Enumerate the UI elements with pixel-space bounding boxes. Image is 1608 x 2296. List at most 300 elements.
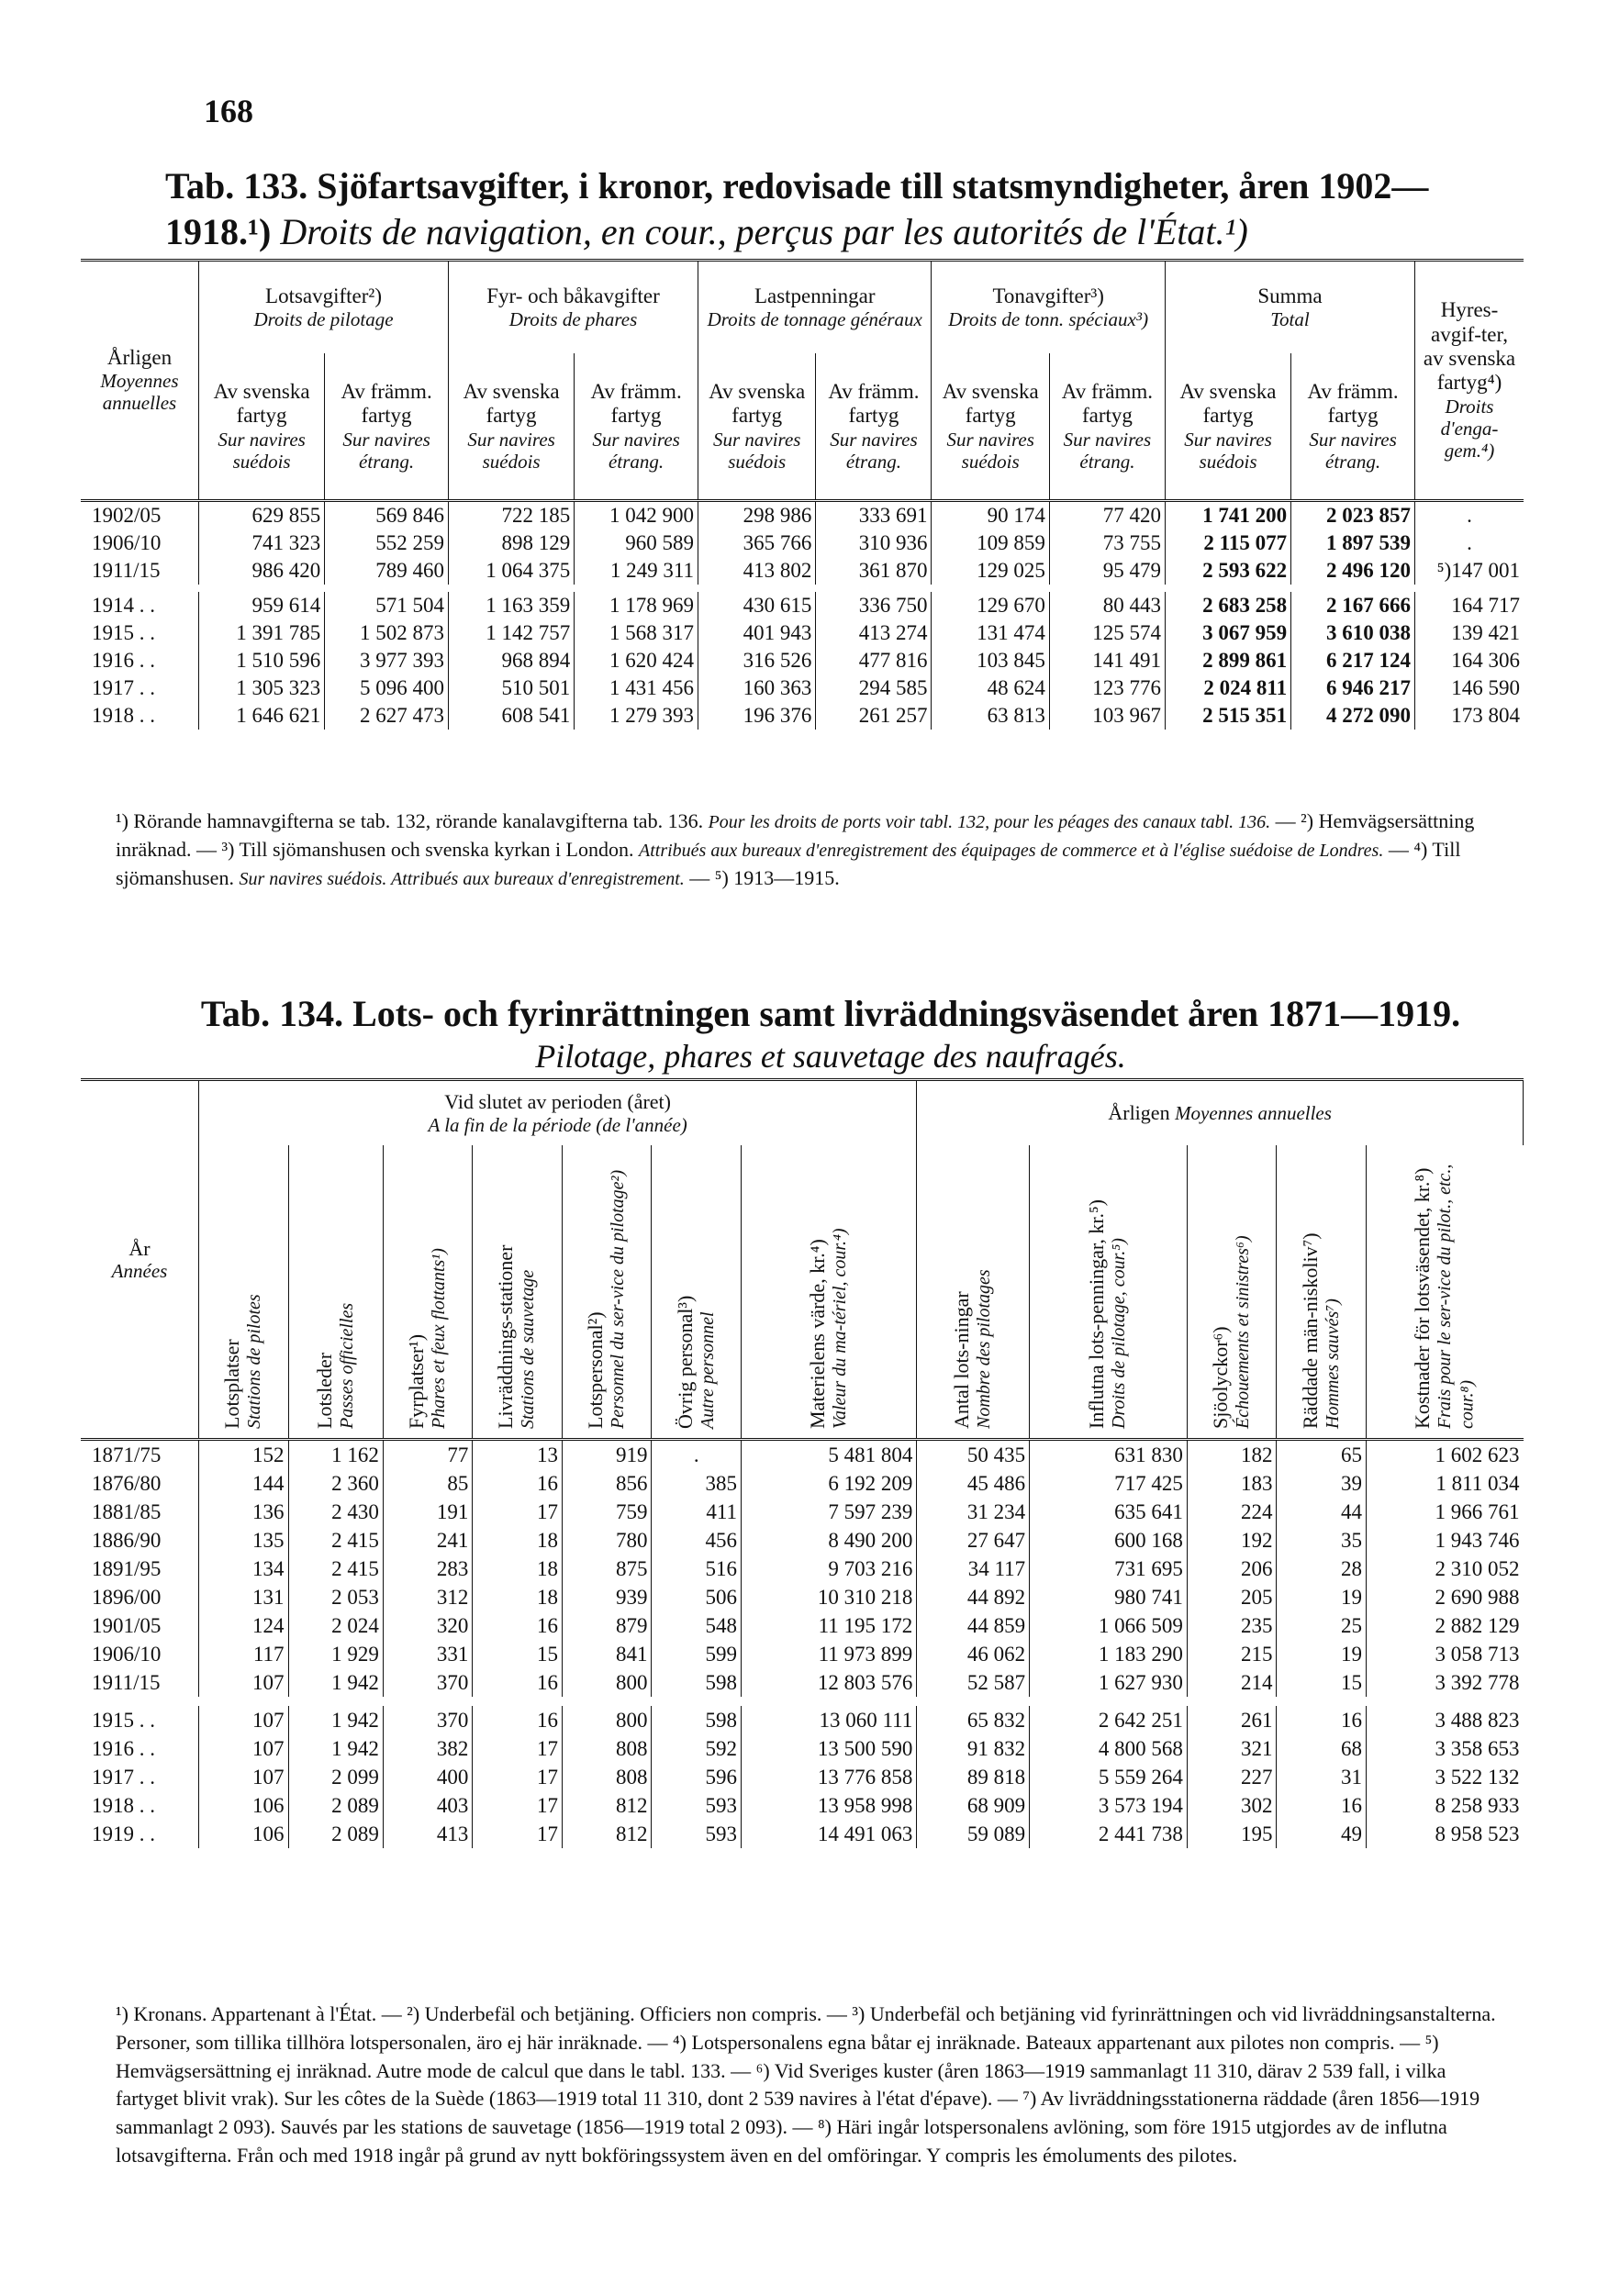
- table-cell: 403: [383, 1791, 473, 1820]
- table-cell: 722 185: [449, 500, 575, 529]
- table-cell: 206: [1187, 1555, 1277, 1583]
- table-row: [81, 1583, 1524, 1611]
- table-cell: 160 363: [698, 674, 816, 702]
- table-cell: 385: [652, 1469, 742, 1498]
- table-cell: 77 420: [1049, 500, 1165, 529]
- table-cell: 144: [199, 1469, 289, 1498]
- table-cell: 15: [473, 1640, 563, 1668]
- table-cell: 183: [1187, 1469, 1277, 1498]
- row-year: 1901/05: [81, 1611, 199, 1640]
- table-cell: 382: [383, 1734, 473, 1763]
- col-head-6: [742, 1145, 917, 1439]
- table-cell: 400: [383, 1763, 473, 1791]
- sub-fr-fr: Sur navires étrang.: [592, 428, 680, 473]
- col-ar-fr: Années: [111, 1259, 168, 1282]
- table-cell: 28: [1277, 1555, 1367, 1583]
- col-head-text: [675, 1154, 719, 1429]
- table-cell: 1 966 761: [1366, 1498, 1523, 1526]
- table-cell: 1 929: [288, 1640, 383, 1668]
- sub-fr-4: [1049, 353, 1165, 500]
- table-cell: 413 274: [816, 619, 932, 647]
- table-cell: 333 691: [816, 500, 932, 529]
- table-row: [81, 674, 1524, 702]
- table-cell: 49: [1277, 1820, 1367, 1848]
- table-cell: 103 967: [1049, 702, 1165, 730]
- table-cell: 2 167 666: [1291, 588, 1415, 619]
- table-cell: 107: [199, 1763, 289, 1791]
- table-cell: 139 421: [1415, 619, 1524, 647]
- table-cell: 16: [473, 1701, 563, 1734]
- col-head-2: [383, 1145, 473, 1439]
- table-cell: 2 310 052: [1366, 1555, 1523, 1583]
- col-tona-fr: Droits de tonn. spéciaux³): [948, 308, 1149, 331]
- col-head-text: [1300, 1154, 1344, 1429]
- table-cell: 1 568 317: [575, 619, 698, 647]
- tab134-subtitle: Pilotage, phares et sauvetage des naufragés.: [535, 1038, 1126, 1075]
- row-year: 1915 . .: [81, 619, 199, 647]
- col-group1-sv: Vid slutet av perioden (året): [444, 1090, 671, 1114]
- row-year: 1915 . .: [81, 1701, 199, 1734]
- table-cell: 16: [1277, 1701, 1367, 1734]
- tab133-header-row: [81, 261, 1524, 354]
- table-cell: 320: [383, 1611, 473, 1640]
- row-year: 1896/00: [81, 1583, 199, 1611]
- table-cell: 44 892: [917, 1583, 1030, 1611]
- col-hyres-sv: Hyres-avgif-ter, av svenska fartyg⁴): [1423, 298, 1516, 395]
- table-cell: 596: [652, 1763, 742, 1791]
- table-cell: 312: [383, 1583, 473, 1611]
- col-head-sv: Livräddnings-stationer: [494, 1244, 518, 1430]
- col-head-0: [199, 1145, 289, 1439]
- row-year: 1876/80: [81, 1469, 199, 1498]
- table-cell: 13 958 998: [742, 1791, 917, 1820]
- table-cell: 1 163 359: [449, 588, 575, 619]
- table-cell: 506: [652, 1583, 742, 1611]
- col-head-fr: Passes officielles: [336, 1303, 357, 1430]
- table-cell: 1 627 930: [1030, 1668, 1188, 1701]
- table-cell: 17: [473, 1791, 563, 1820]
- table-cell: 2 899 861: [1165, 647, 1290, 674]
- col-ar: [81, 1080, 199, 1440]
- col-head-text: [221, 1154, 265, 1429]
- table-cell: 3 058 713: [1366, 1640, 1523, 1668]
- tab133-notes: [116, 808, 1511, 892]
- tab133-title-sv: Tab. 133. Sjöfartsavgifter, i kronor, redovisade till statsmyndigheter, åren 1902—1918.¹): [165, 165, 1429, 252]
- table-cell: 283: [383, 1555, 473, 1583]
- table-cell: 789 460: [325, 557, 449, 588]
- table-cell: 302: [1187, 1791, 1277, 1820]
- table-cell: 298 986: [698, 500, 816, 529]
- col-group1: [199, 1080, 917, 1146]
- table-row: [81, 1734, 1524, 1763]
- tab134-notes: ¹) Kronans. Appartenant à l'État. — ²) Underbefäl och betjäning. Officiers non compris. — ³) Underbefäl och betjäning vid fyrinrättningen och vid livräddningsanstalterna. Personer, som tillika tillhöra lotspersonalen, äro ej här inräknade. — ⁴) Lotspersonalens egna båtar ej inräknade. Bateaux appartenant aux pilotes non compris. — ⁵) Hemvägsersättning ej inräknad. Autre mode de calcul que dans le tabl. 133. — ⁶) Vid Sveriges kuster (åren 1863—1919 sammanlagt 11 310, därav 2 539 fall, i vilka fartyget blivit vrak). Sur les côtes de la Suède (1863—1919 total 11 310, dont 2 539 navires à l'état d'épave). — ⁷) Av livräddningsstationerna räddade (åren 1856—1919 sammanlagt 2 093). Sauvés par les stations de sauvetage (1856—1919 total 2 093). — ⁸) Häri ingår lotspersonalens avlöning, som före 1915 utgjordes av de influtna lotsavgifterna. Från och med 1918 ingår på grund av nytt bokföringssystem även en del omföringar. Y compris les émoluments des pilotes.: [116, 2002, 1496, 2167]
- table-cell: 569 846: [325, 500, 449, 529]
- col-head-sv: Lotsleder: [312, 1353, 336, 1430]
- table-cell: 401 943: [698, 619, 816, 647]
- table-cell: 2 115 077: [1165, 529, 1290, 557]
- col-head-7: [917, 1145, 1030, 1439]
- table-cell: 129 025: [932, 557, 1049, 588]
- tab133-title-fr: Droits de navigation, en cour., perçus par les autorités de l'État.¹): [280, 211, 1248, 252]
- table-row: [81, 1791, 1524, 1820]
- table-cell: 2 683 258: [1165, 588, 1290, 619]
- table-cell: 3 977 393: [325, 647, 449, 674]
- note133-1: ¹) Rörande hamnavgifterna se tab. 132, rörande kanalavgifterna tab. 136.: [116, 809, 704, 832]
- table-cell: 31 234: [917, 1498, 1030, 1526]
- table-cell: 6 217 124: [1291, 647, 1415, 674]
- table-cell: 361 870: [816, 557, 932, 588]
- table-cell: 321: [1187, 1734, 1277, 1763]
- table-cell: 2 023 857: [1291, 500, 1415, 529]
- col-summa: [1165, 261, 1414, 354]
- table-cell: 59 089: [917, 1820, 1030, 1848]
- table-cell: 7 597 239: [742, 1498, 917, 1526]
- table-cell: 477 816: [816, 647, 932, 674]
- table-cell: 4 800 568: [1030, 1734, 1188, 1763]
- table-row: [81, 500, 1524, 529]
- sub-fr-1: [325, 353, 449, 500]
- table-cell: 413 802: [698, 557, 816, 588]
- table-cell: 235: [1187, 1611, 1277, 1640]
- row-year: 1918 . .: [81, 1791, 199, 1820]
- table-cell: 13 500 590: [742, 1734, 917, 1763]
- table-cell: 141 491: [1049, 647, 1165, 674]
- table-cell: 16: [1277, 1791, 1367, 1820]
- sub-sv-label: Av svenska fartyg: [1179, 379, 1277, 428]
- note133-1-fr: Pour les droits de ports voir tabl. 132, pour les péages des canaux tabl. 136.: [708, 812, 1271, 832]
- table-cell: .: [652, 1439, 742, 1469]
- col-head-text: [585, 1154, 629, 1429]
- sub-sv-4: [932, 353, 1049, 500]
- col-head-sv: Lotsplatser: [220, 1339, 244, 1430]
- table-row: [81, 1820, 1524, 1848]
- col-head-sv: Lotspersonal²): [584, 1311, 608, 1430]
- col-head-text: [807, 1154, 851, 1429]
- col-head-fr: Stations de pilotes: [244, 1294, 265, 1430]
- col-head-text: [495, 1154, 539, 1429]
- table-cell: 191: [383, 1498, 473, 1526]
- table-cell: 65: [1277, 1439, 1367, 1469]
- col-head-text: [1086, 1154, 1130, 1429]
- table-row: [81, 1498, 1524, 1526]
- table-cell: 48 624: [932, 674, 1049, 702]
- table-cell: 3 392 778: [1366, 1668, 1523, 1701]
- table-cell: 19: [1277, 1640, 1367, 1668]
- table-row: [81, 702, 1524, 730]
- col-head-text: [406, 1154, 450, 1429]
- col-head-1: [288, 1145, 383, 1439]
- table-cell: 124: [199, 1611, 289, 1640]
- col-group2-sv: Årligen: [1108, 1101, 1170, 1125]
- table-cell: 16: [473, 1469, 563, 1498]
- table-row: [81, 1763, 1524, 1791]
- table-cell: 1 646 621: [199, 702, 325, 730]
- table-cell: 875: [562, 1555, 652, 1583]
- table-cell: 808: [562, 1734, 652, 1763]
- sub-sv-5: [1165, 353, 1290, 500]
- table-cell: .: [1415, 500, 1524, 529]
- row-year: 1916 . .: [81, 647, 199, 674]
- table-cell: 6 192 209: [742, 1469, 917, 1498]
- table-cell: 2 415: [288, 1526, 383, 1555]
- row-year: 1919 . .: [81, 1820, 199, 1848]
- table-cell: 1 142 757: [449, 619, 575, 647]
- table-cell: 109 859: [932, 529, 1049, 557]
- table-cell: 182: [1187, 1439, 1277, 1469]
- table-cell: 331: [383, 1640, 473, 1668]
- table-cell: 1 502 873: [325, 619, 449, 647]
- table-cell: 599: [652, 1640, 742, 1668]
- sub-fr-fr: Sur navires étrang.: [1063, 428, 1152, 473]
- table-cell: 17: [473, 1820, 563, 1848]
- table-cell: 635 641: [1030, 1498, 1188, 1526]
- col-head-fr: Autre personnel: [697, 1311, 718, 1430]
- sub-sv-label: Av svenska fartyg: [213, 379, 310, 428]
- row-year: 1917 . .: [81, 1763, 199, 1791]
- table-cell: 3 067 959: [1165, 619, 1290, 647]
- tab133-table: [81, 259, 1524, 730]
- col-last: [698, 261, 932, 354]
- table-cell: 35: [1277, 1526, 1367, 1555]
- table-row: [81, 529, 1524, 557]
- table-cell: 135: [199, 1526, 289, 1555]
- col-head-5: [652, 1145, 742, 1439]
- table-cell: 134: [199, 1555, 289, 1583]
- table-cell: 939: [562, 1583, 652, 1611]
- table-cell: 800: [562, 1668, 652, 1701]
- table-cell: 224: [1187, 1498, 1277, 1526]
- table-row: [81, 1555, 1524, 1583]
- table-cell: 919: [562, 1439, 652, 1469]
- tab133-subheader-row: [81, 353, 1524, 500]
- col-head-sv: Övrig personal³): [673, 1295, 697, 1430]
- col-head-fr: Stations de sauvetage: [518, 1269, 539, 1430]
- row-year: 1911/15: [81, 1668, 199, 1701]
- table-cell: 898 129: [449, 529, 575, 557]
- col-group1-fr: A la fin de la période (de l'année): [428, 1113, 687, 1136]
- table-cell: 77: [383, 1439, 473, 1469]
- table-cell: 1 942: [288, 1734, 383, 1763]
- table-cell: 14 491 063: [742, 1820, 917, 1848]
- table-cell: 1 183 290: [1030, 1640, 1188, 1668]
- table-cell: 2 089: [288, 1820, 383, 1848]
- table-cell: 131: [199, 1583, 289, 1611]
- table-cell: 2 099: [288, 1763, 383, 1791]
- table-cell: 1 279 393: [575, 702, 698, 730]
- table-cell: 68: [1277, 1734, 1367, 1763]
- table-cell: 2 496 120: [1291, 557, 1415, 588]
- table-cell: 336 750: [816, 588, 932, 619]
- table-cell: 85: [383, 1469, 473, 1498]
- note133-4: — ⁴) Till sjömanshusen.: [116, 837, 1461, 889]
- sub-fr-label: Av främm. fartyg: [1061, 379, 1154, 428]
- note133-2: — ²) Hemvägsersättning inräknad. — ³) Till sjömanshusen och svenska kyrkan i London.: [116, 809, 1475, 861]
- table-row: [81, 557, 1524, 588]
- table-cell: 593: [652, 1791, 742, 1820]
- table-cell: 1 249 311: [575, 557, 698, 588]
- sub-sv-1: [199, 353, 325, 500]
- table-cell: 27 647: [917, 1526, 1030, 1555]
- table-cell: 68 909: [917, 1791, 1030, 1820]
- col-head-11: [1366, 1145, 1523, 1439]
- col-head-fr: Personnel du ser-vice du pilotage²): [608, 1170, 629, 1430]
- col-fyr-fr: Droits de phares: [508, 308, 638, 331]
- col-head-fr: Frais pour le ser-vice du pilot., etc., cour.⁸): [1435, 1164, 1478, 1430]
- table-cell: 1 602 623: [1366, 1439, 1523, 1469]
- col-head-sv: Sjöolyckor⁶): [1208, 1326, 1232, 1430]
- sub-sv-fr: Sur navires suédois: [218, 428, 306, 473]
- table-cell: 5 559 264: [1030, 1763, 1188, 1791]
- table-cell: 107: [199, 1734, 289, 1763]
- table-cell: 164 306: [1415, 647, 1524, 674]
- table-cell: 1 431 456: [575, 674, 698, 702]
- table-cell: 598: [652, 1668, 742, 1701]
- table-cell: 1 066 509: [1030, 1611, 1188, 1640]
- col-head-fr: Hommes sauvés⁷): [1322, 1298, 1343, 1430]
- table-cell: 3 522 132: [1366, 1763, 1523, 1791]
- col-head-text: [1210, 1154, 1254, 1429]
- table-cell: 31: [1277, 1763, 1367, 1791]
- table-cell: 192: [1187, 1526, 1277, 1555]
- table-cell: 980 741: [1030, 1583, 1188, 1611]
- table-cell: 164 717: [1415, 588, 1524, 619]
- table-cell: 2 415: [288, 1555, 383, 1583]
- table-cell: 5 481 804: [742, 1439, 917, 1469]
- table-cell: 2 441 738: [1030, 1820, 1188, 1848]
- table-row: [81, 1439, 1524, 1469]
- table-cell: 16: [473, 1611, 563, 1640]
- note133-3-fr: Attribués aux bureaux d'enregistrement des équipages de commerce et à l'église suédoise de Londres.: [639, 840, 1384, 861]
- col-lots: [199, 261, 449, 354]
- table-cell: 214: [1187, 1668, 1277, 1701]
- table-cell: 968 894: [449, 647, 575, 674]
- col-head-text: [1412, 1154, 1479, 1429]
- table-cell: 65 832: [917, 1701, 1030, 1734]
- table-cell: 370: [383, 1668, 473, 1701]
- table-cell: 413: [383, 1820, 473, 1848]
- sub-fr-fr: Sur navires étrang.: [830, 428, 918, 473]
- sub-sv-fr: Sur navires suédois: [946, 428, 1034, 473]
- sub-fr-3: [816, 353, 932, 500]
- table-cell: 1 897 539: [1291, 529, 1415, 557]
- sub-sv-fr: Sur navires suédois: [712, 428, 801, 473]
- table-cell: 600 168: [1030, 1526, 1188, 1555]
- table-cell: 107: [199, 1668, 289, 1701]
- table-cell: 107: [199, 1701, 289, 1734]
- sub-sv-label: Av svenska fartyg: [463, 379, 560, 428]
- col-head-fr: Échouements et sinistres⁶): [1233, 1235, 1254, 1430]
- col-lots-fr: Droits de pilotage: [253, 308, 394, 331]
- table-cell: .: [1415, 529, 1524, 557]
- table-cell: 3 610 038: [1291, 619, 1415, 647]
- table-cell: 959 614: [199, 588, 325, 619]
- col-fyr: [449, 261, 698, 354]
- table-cell: 2 024: [288, 1611, 383, 1640]
- table-cell: 717 425: [1030, 1469, 1188, 1498]
- table-cell: 136: [199, 1498, 289, 1526]
- col-arligen-sv: Årligen: [106, 345, 173, 369]
- sub-sv-2: [449, 353, 575, 500]
- table-cell: 195: [1187, 1820, 1277, 1848]
- col-head-8: [1030, 1145, 1188, 1439]
- table-cell: 123 776: [1049, 674, 1165, 702]
- table-cell: 1 942: [288, 1668, 383, 1701]
- table-cell: 2 515 351: [1165, 702, 1290, 730]
- table-cell: 46 062: [917, 1640, 1030, 1668]
- page-number: 168: [204, 93, 253, 129]
- table-cell: 411: [652, 1498, 742, 1526]
- table-cell: 205: [1187, 1583, 1277, 1611]
- table-cell: 19: [1277, 1583, 1367, 1611]
- table-cell: 9 703 216: [742, 1555, 917, 1583]
- col-head-fr: Nombre des pilotages: [974, 1269, 995, 1430]
- table-cell: 173 804: [1415, 702, 1524, 730]
- table-cell: 44: [1277, 1498, 1367, 1526]
- col-head-fr: Droits de pilotage, cour.⁵): [1109, 1238, 1130, 1430]
- table-cell: 196 376: [698, 702, 816, 730]
- table-cell: 39: [1277, 1469, 1367, 1498]
- table-cell: 552 259: [325, 529, 449, 557]
- table-cell: 365 766: [698, 529, 816, 557]
- row-year: 1911/15: [81, 557, 199, 588]
- col-head-4: [562, 1145, 652, 1439]
- table-cell: 856: [562, 1469, 652, 1498]
- sub-sv-3: [698, 353, 816, 500]
- col-arligen-fr: Moyennes annuelles: [100, 370, 179, 415]
- table-cell: 741 323: [199, 529, 325, 557]
- table-cell: 592: [652, 1734, 742, 1763]
- table-cell: 841: [562, 1640, 652, 1668]
- table-cell: 146 590: [1415, 674, 1524, 702]
- table-cell: 960 589: [575, 529, 698, 557]
- col-head-3: [473, 1145, 563, 1439]
- table-cell: 13 060 111: [742, 1701, 917, 1734]
- table-cell: 63 813: [932, 702, 1049, 730]
- table-cell: 3 573 194: [1030, 1791, 1188, 1820]
- table-cell: 125 574: [1049, 619, 1165, 647]
- table-cell: 227: [1187, 1763, 1277, 1791]
- table-cell: 1 305 323: [199, 674, 325, 702]
- col-group2-fr: Moyennes annuelles: [1175, 1102, 1332, 1125]
- sub-sv-fr: Sur navires suédois: [1184, 428, 1272, 473]
- table-cell: 50 435: [917, 1439, 1030, 1469]
- table-cell: 629 855: [199, 500, 325, 529]
- col-head-sv: Fyrplatser¹): [404, 1334, 428, 1430]
- table-cell: 45 486: [917, 1469, 1030, 1498]
- table-cell: 2 360: [288, 1469, 383, 1498]
- row-year: 1906/10: [81, 529, 199, 557]
- table-row: [81, 1611, 1524, 1640]
- table-row: [81, 1469, 1524, 1498]
- table-cell: 571 504: [325, 588, 449, 619]
- table-cell: 430 615: [698, 588, 816, 619]
- table-cell: 2 593 622: [1165, 557, 1290, 588]
- col-head-sv: Influtna lots-penningar, kr.⁵): [1085, 1199, 1109, 1430]
- sub-fr-2: [575, 353, 698, 500]
- table-cell: 13 776 858: [742, 1763, 917, 1791]
- table-row: [81, 1668, 1524, 1701]
- table-cell: 310 936: [816, 529, 932, 557]
- table-cell: 44 859: [917, 1611, 1030, 1640]
- row-year: 1871/75: [81, 1439, 199, 1469]
- tab134-body: [81, 1439, 1524, 1848]
- table-row: [81, 588, 1524, 619]
- table-cell: 106: [199, 1791, 289, 1820]
- table-cell: 800: [562, 1701, 652, 1734]
- table-cell: 1 811 034: [1366, 1469, 1523, 1498]
- table-cell: 456: [652, 1526, 742, 1555]
- sub-sv-label: Av svenska fartyg: [709, 379, 806, 428]
